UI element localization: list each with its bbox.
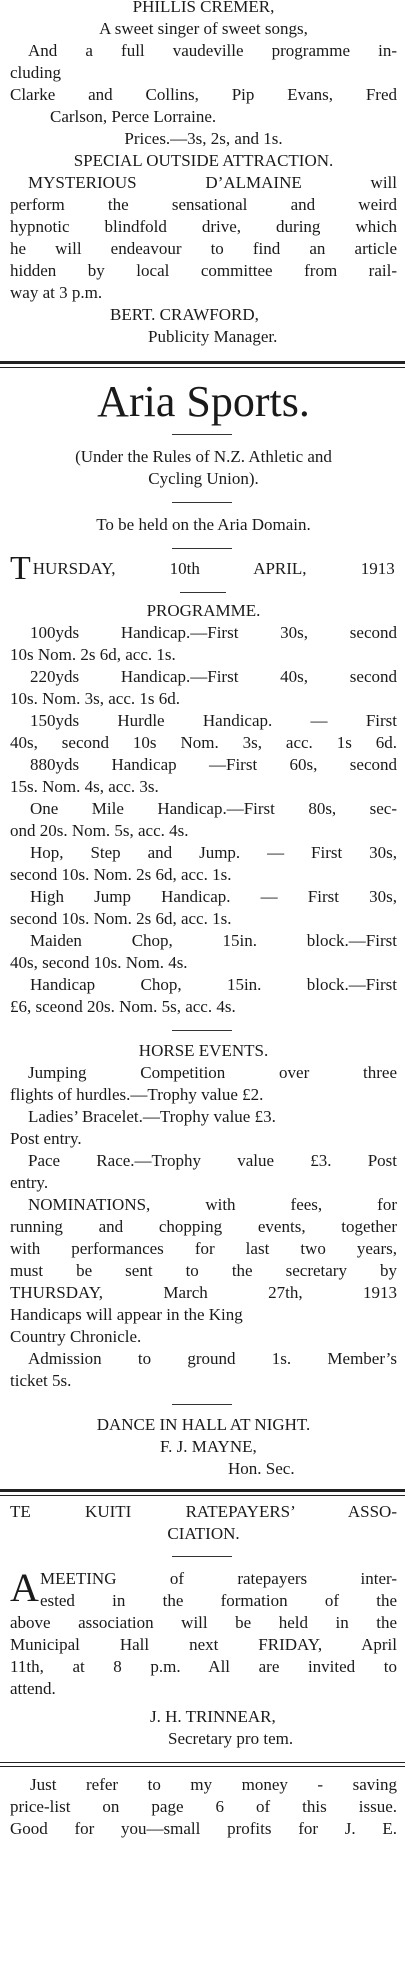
divider bbox=[180, 592, 226, 593]
text-line: 10s Nom. 2s 6d, acc. 1s. bbox=[10, 645, 176, 664]
text-line: Post entry. bbox=[10, 1129, 82, 1148]
text-line: Jumping Competition over three bbox=[28, 1063, 397, 1082]
dance-heading: DANCE IN HALL AT NIGHT. bbox=[96, 1415, 311, 1434]
text-line: hidden by local committee from rail- bbox=[10, 261, 397, 280]
double-rule-bottom bbox=[0, 1495, 405, 1496]
text-line: 150yds Hurdle Handicap. — First bbox=[30, 711, 397, 730]
text-line: Maiden Chop, 15in. block.—First bbox=[30, 931, 397, 950]
divider bbox=[172, 1404, 232, 1405]
text-line: A sweet singer of sweet songs, bbox=[99, 19, 308, 38]
text-line: Ladies’ Bracelet.—Trophy value £3. bbox=[28, 1107, 276, 1126]
text-line: ond 20s. Nom. 5s, acc. 4s. bbox=[10, 821, 189, 840]
text-line: And a full vaudeville programme in- bbox=[28, 41, 397, 60]
text-line: 10s. Nom. 3s, acc. 1s 6d. bbox=[10, 689, 180, 708]
text-line: MYSTERIOUS D’ALMAINE will bbox=[28, 173, 397, 192]
text-line: To be held on the Aria Domain. bbox=[96, 515, 311, 534]
text-line: running and chopping events, together bbox=[10, 1217, 397, 1236]
signature-title: Secretary pro tem. bbox=[168, 1729, 294, 1748]
text-line: Just refer to my money - saving bbox=[30, 1775, 397, 1794]
text-line: Good for you—small profits for J. E. bbox=[10, 1819, 397, 1838]
text-line: above association will be held in the bbox=[10, 1613, 397, 1632]
section-heading: HORSE EVENTS. bbox=[138, 1041, 269, 1060]
signature-name: J. H. TRINNEAR, bbox=[150, 1707, 276, 1726]
text-line: must be sent to the secretary by bbox=[10, 1261, 397, 1280]
text-line: £6, sceond 20s. Nom. 5s, acc. 4s. bbox=[10, 997, 236, 1016]
double-rule-bottom bbox=[0, 367, 405, 368]
text-line: Hop, Step and Jump. — First 30s, bbox=[30, 843, 397, 862]
text-line: ticket 5s. bbox=[10, 1371, 72, 1390]
text-line: Pace Race.—Trophy value £3. Post bbox=[28, 1151, 397, 1170]
text-line: 40s, second 10s. Nom. 4s. bbox=[10, 953, 188, 972]
double-rule-top bbox=[0, 1489, 405, 1492]
text-line: Clarke and Collins, Pip Evans, Fred bbox=[10, 85, 397, 104]
signature-title: Publicity Manager. bbox=[148, 327, 278, 346]
text-line: 15s. Nom. 4s, acc. 3s. bbox=[10, 777, 159, 796]
text-line: price-list on page 6 of this issue. bbox=[10, 1797, 397, 1816]
section-heading: PROGRAMME. bbox=[146, 601, 261, 620]
text-line: attend. bbox=[10, 1679, 56, 1698]
rule bbox=[0, 1762, 405, 1763]
text-line: flights of hurdles.—Trophy value £2. bbox=[10, 1085, 264, 1104]
divider bbox=[172, 502, 232, 503]
text-line: One Mile Handicap.—First 80s, sec- bbox=[30, 799, 397, 818]
signature-name: F. J. MAYNE, bbox=[160, 1437, 257, 1456]
text-line: second 10s. Nom. 2s 6d, acc. 1s. bbox=[10, 865, 232, 884]
text-line: perform the sensational and weird bbox=[10, 195, 397, 214]
text-line: second 10s. Nom. 2s 6d, acc. 1s. bbox=[10, 909, 232, 928]
text-line: way at 3 p.m. bbox=[10, 283, 103, 302]
drop-cap: T bbox=[10, 550, 31, 587]
prices-line: Prices.—3s, 2s, and 1s. bbox=[124, 129, 283, 148]
text-line: cluding bbox=[10, 63, 61, 82]
special-attraction-heading: SPECIAL OUTSIDE ATTRACTION. bbox=[73, 151, 334, 170]
drop-cap: A bbox=[10, 1565, 39, 1610]
event-date: T HURSDAY, 10th APRIL, 1913 bbox=[10, 550, 395, 587]
text-line: Cycling Union). bbox=[148, 469, 259, 488]
text-line: NOMINATIONS, with fees, for bbox=[28, 1195, 397, 1214]
double-rule-top bbox=[0, 361, 405, 364]
signature-name: BERT. CRAWFORD, bbox=[110, 305, 259, 324]
divider bbox=[172, 1030, 232, 1031]
rule bbox=[0, 1766, 405, 1767]
text-line: 11th, at 8 p.m. All are invited to bbox=[10, 1657, 397, 1676]
advert-title: Aria Sports. bbox=[97, 377, 310, 426]
text-line: High Jump Handicap. — First 30s, bbox=[30, 887, 397, 906]
text-line: hypnotic blindfold drive, during which bbox=[10, 217, 397, 236]
performer-name: PHILLIS CREMER, bbox=[132, 0, 275, 16]
text-line: Handicaps will appear in the King bbox=[10, 1305, 243, 1324]
advert-title: TE KUITI RATEPAYERS’ ASSO- bbox=[10, 1502, 397, 1521]
signature-title: Hon. Sec. bbox=[228, 1459, 295, 1478]
text-line: Handicap Chop, 15in. block.—First bbox=[30, 975, 397, 994]
text-line: Admission to ground 1s. Member’s bbox=[28, 1349, 397, 1368]
text-line: he will endeavour to find an article bbox=[10, 239, 397, 258]
divider bbox=[172, 1556, 232, 1557]
text-line: Carlson, Perce Lorraine. bbox=[50, 107, 217, 126]
text-line: 880yds Handicap —First 60s, second bbox=[30, 755, 397, 774]
text-line: 100yds Handicap.—First 30s, second bbox=[30, 623, 397, 642]
advert-title-cont: CIATION. bbox=[167, 1524, 240, 1543]
text-line: Municipal Hall next FRIDAY, April bbox=[10, 1635, 397, 1654]
text-line: (Under the Rules of N.Z. Athletic and bbox=[75, 447, 332, 466]
text-line: MEETING of ratepayers inter- bbox=[40, 1569, 397, 1588]
text-line: Country Chronicle. bbox=[10, 1327, 142, 1346]
divider bbox=[172, 548, 232, 549]
text-line: 220yds Handicap.—First 40s, second bbox=[30, 667, 397, 686]
text-line: entry. bbox=[10, 1173, 49, 1192]
text-line: with performances for last two years, bbox=[10, 1239, 397, 1258]
text-line: 40s, second 10s Nom. 3s, acc. 1s 6d. bbox=[10, 733, 397, 752]
divider bbox=[172, 434, 232, 435]
text-line: ested in the formation of the bbox=[40, 1591, 397, 1610]
text-line: THURSDAY, March 27th, 1913 bbox=[10, 1283, 397, 1302]
